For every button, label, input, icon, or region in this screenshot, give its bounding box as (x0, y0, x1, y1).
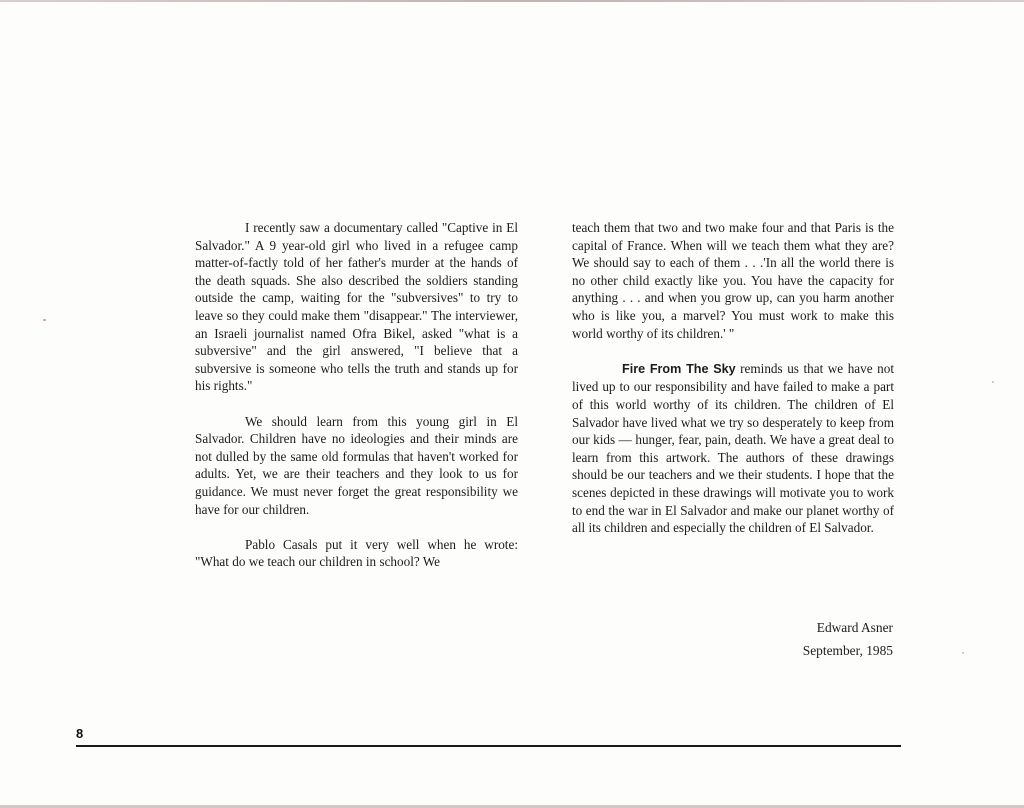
page-number: 8 (76, 726, 84, 741)
book-title: Fire From The Sky (622, 361, 736, 376)
signature-date: September, 1985 (802, 643, 893, 658)
paper-speck (962, 652, 964, 654)
right-paragraph-1: teach them that two and two make four and that Paris is the capital of France. When will we teach them what they are? We should say to each of them . . .'In all the world there is no other child exactly like you. You have the capacity for anything . . . and when you grow up, can you harm another who is like you, a marvel? You must work to make this world worthy of its children.' " (572, 220, 894, 341)
signature-name: Edward Asner (816, 620, 893, 635)
paper-speck (43, 319, 46, 321)
left-paragraph-3: Pablo Casals put it very well when he wrote: "What do we teach our children in school? We (195, 536, 518, 570)
paper-speck (992, 381, 994, 383)
left-paragraph-1: I recently saw a documentary called "Captive in El Salvador." A 9 year-old girl who lived in a refugee camp matter-of-factly told of her father's murder at the hands of the death squads. She also described the soldiers standing outside the camp, waiting for the "subversives" to try to leave so they could make them "disappear." The interviewer, an Israeli journalist named Ofra Bikel, asked "what is a subversive" and the girl answered, "I believe that a subversive is someone who tells the truth and stands up for his rights." (195, 220, 518, 394)
right-paragraph-2 (572, 360, 894, 537)
right-text-column (572, 219, 894, 554)
footer-rule (76, 745, 901, 747)
left-text-column (195, 219, 518, 588)
right-paragraph-2-text: reminds us that we have not lived up to our responsibility and have failed to make a part of this world worthy of its children. The children of El Salvador have lived what we try so desperately to keep from our kids — hunger, fear, pain, death. We have a great deal to learn from this artwork. The authors of these drawings should be our teachers and we their students. I hope that the scenes depicted in these drawings will motivate you to work to end the war in El Salvador and make our planet worthy of all its children and especially the children of El Salvador. (572, 360, 894, 536)
page-top-edge (0, 0, 1024, 2)
left-paragraph-2: We should learn from this young girl in El Salvador. Children have no ideologies and their minds are not dulled by the same old formulas that haven't worked for adults. Yet, we are their teachers and they look to us for guidance. We must never forget the great responsibility we have for our children. (195, 413, 518, 517)
